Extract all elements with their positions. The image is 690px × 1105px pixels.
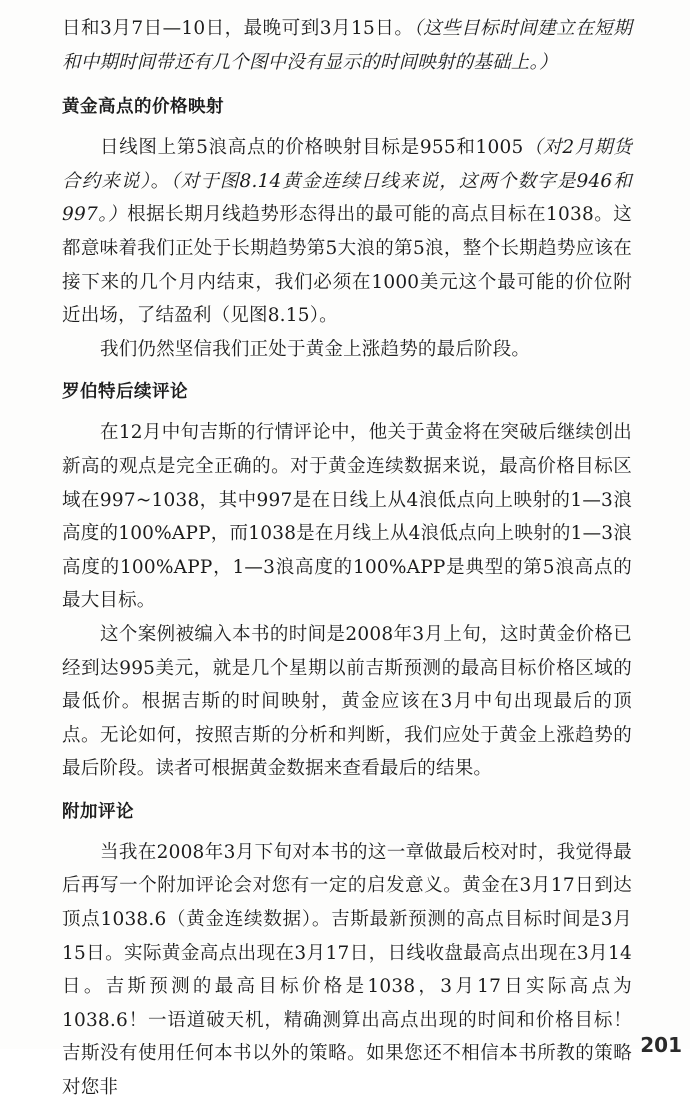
- gold-p1-part-a: 日线图上第5浪高点的价格映射目标是955和1005: [100, 137, 524, 159]
- page-number: 201: [640, 1033, 682, 1057]
- intro-text: 日和3月7日—10日，最晚可到3月15日。: [62, 18, 414, 39]
- page-content: [62, 12, 632, 1105]
- section-heading-gold-price-projection: 黄金高点的价格映射: [62, 97, 224, 118]
- gold-paragraph-2: 我们仍然坚信我们正处于黄金上涨趋势的最后阶段。: [100, 338, 531, 360]
- section-heading-robert-followup: 罗伯特后续评论: [62, 382, 188, 403]
- extra-paragraph-1: 当我在2008年3月下旬对本书的这一章做最后校对时，我觉得最后再写一个附加评论会对您有一定的启发意义。黄金在3月17日到达顶点1038.6（黄金连续数据）。吉斯最新预测的高点目标时间是3月15日。实际黄金高点出现在3月17日，日线收盘最高点出现在3月14日。吉斯预测的最高目标价格是1038，3月17日实际高点为1038.6！一语道破天机，精确测算出高点出现的时间和价格目标！吉斯没有使用任何本书以外的策略。如果您还不相信本书所教的策略对您非: [62, 841, 632, 1099]
- gold-p1-note-1: （对2月期货合约来说）: [62, 137, 632, 192]
- gold-p1-part-b: 。: [150, 170, 171, 192]
- intro-note: （这些目标时间建立在短期和中期时间带还有几个图中没有显示的时间映射的基础上。）: [62, 18, 633, 73]
- followup-paragraph-2: 这个案例被编入本书的时间是2008年3月上旬，这时黄金价格已经到达995美元，就是几个星期以前吉斯预测的最高目标价格区域的最低价。根据吉斯的时间映射，黄金应该在3月中旬出现最后的顶点。无论如何，按照吉斯的分析和判断，我们应处于黄金上涨趋势的最后阶段。读者可根据黄金数据来查看最后的结果。: [62, 623, 632, 780]
- gold-p1-note-2: （对于图8.14黄金连续日线来说，这两个数字是946和997。）: [62, 170, 632, 226]
- section-heading-additional-comment: 附加评论: [62, 801, 134, 822]
- followup-paragraph-1: 在12月中旬吉斯的行情评论中，他关于黄金将在突破后继续创出新高的观点是完全正确的。对于黄金连续数据来说，最高价格目标区域在997~1038，其中997是在日线上从4浪低点向上映射的1—3浪高度的100%APP，而1038是在月线上从4浪低点向上映射的1—3浪高度的100%APP，1—3浪高度的100%APP是典型的第5浪高点的最大目标。: [62, 422, 632, 612]
- gold-paragraph-1: [62, 131, 632, 333]
- intro-paragraph: [62, 12, 632, 79]
- gold-p1-part-c: 根据长期月线趋势形态得出的最可能的高点目标在1038。这都意味着我们正处于长期趋势第5大浪的第5浪，整个长期趋势应该在接下来的几个月内结束，我们必须在1000美元这个最可能的价位附近出场，了结盈利（见图8.15）。: [62, 204, 632, 327]
